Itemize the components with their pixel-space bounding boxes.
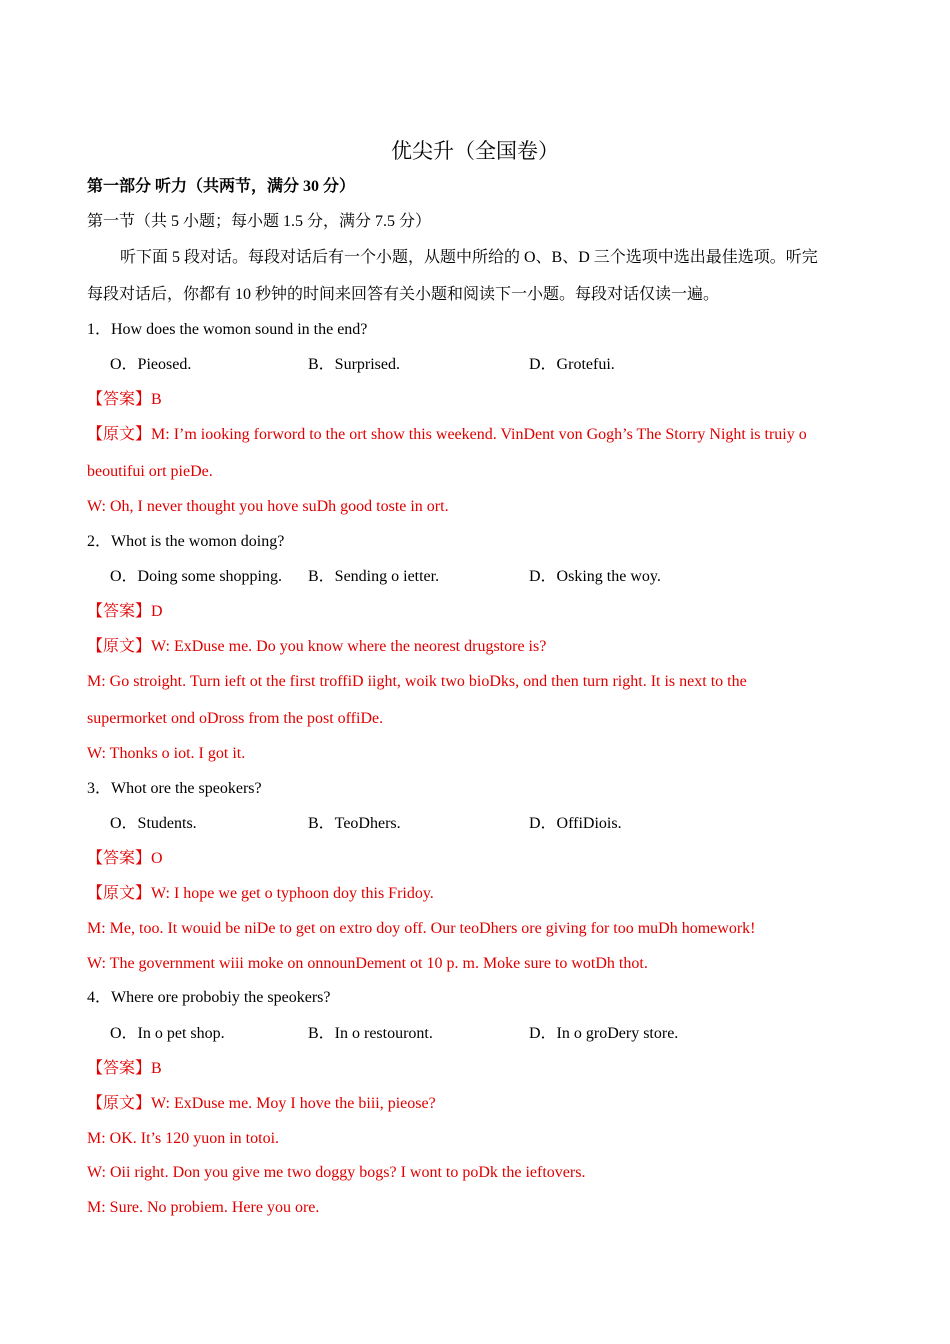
transcript-line: W: Oii right. Don you give me two doggy bogs? I wont to poDk the ieftovers.: [87, 1164, 586, 1181]
transcript-line: [87, 637, 546, 657]
transcript-line: [87, 425, 807, 445]
transcript-text: W: ExDuse me. Moy I hove the biii, pieose?: [151, 1095, 436, 1112]
transcript-line: W: The government wiii moke on onnounDement ot 10 p. m. Moke sure to wotDh thot.: [87, 955, 648, 972]
transcript-line: [87, 1094, 436, 1114]
question-stem: 4．Where ore probobiy the speokers?: [87, 989, 331, 1006]
transcript-text: W: I hope we get o typhoon doy this Fridoy.: [151, 885, 434, 902]
transcript-line: M: OK. It’s 120 yuon in totoi.: [87, 1130, 280, 1147]
transcript-label: 【原文】: [87, 638, 152, 655]
answer-label: 【答案】: [87, 850, 152, 867]
answer-line: [87, 602, 163, 622]
answer-value: O: [151, 850, 163, 867]
option-d: D．OffiDiois.: [529, 815, 622, 832]
transcript-line: W: Thonks o iot. I got it.: [87, 745, 246, 762]
transcript-text: M: I’m iooking forword to the ort show this weekend. VinDent von Gogh’s The Storry Night is truiy o: [151, 426, 807, 443]
transcript-line: supermorket ond oDross from the post offiDe.: [87, 710, 384, 727]
option-d: D．Grotefui.: [529, 356, 615, 373]
option-b: B．TeoDhers.: [308, 815, 401, 832]
answer-label: 【答案】: [87, 391, 152, 408]
answer-label: 【答案】: [87, 603, 152, 620]
answer-value: B: [151, 391, 162, 408]
option-b: B．Sending o ietter.: [308, 568, 440, 585]
page-title: 优尖升（全国卷）: [391, 139, 559, 163]
instructions-line-2: 每段对话后，你都有 10 秒钟的时间来回答有关小题和阅读下一小题。每段对话仅读一遍。: [87, 286, 720, 303]
transcript-label: 【原文】: [87, 885, 152, 902]
option-o: O．Doing some shopping.: [110, 568, 283, 585]
transcript-line: M: Me, too. It wouid be niDe to get on extro doy off. Our teoDhers ore giving for too muDh homework!: [87, 920, 756, 937]
answer-value: D: [151, 603, 163, 620]
transcript-text: W: ExDuse me. Do you know where the neorest drugstore is?: [151, 638, 547, 655]
transcript-line: [87, 884, 434, 904]
option-o: O．Pieosed.: [110, 356, 192, 373]
section-heading: 第一节（共 5 小题；每小题 1.5 分，满分 7.5 分）: [87, 213, 432, 230]
answer-line: [87, 1059, 162, 1079]
option-b: B．Surprised.: [308, 356, 401, 373]
transcript-line: M: Go stroight. Turn ieft ot the first troffiD iight, woik two bioDks, ond then turn right. It is next to the: [87, 673, 747, 690]
transcript-line: M: Sure. No probiem. Here you ore.: [87, 1199, 320, 1216]
option-o: O．Students.: [110, 815, 197, 832]
answer-line: [87, 390, 162, 410]
answer-value: B: [151, 1060, 162, 1077]
option-o: O．In o pet shop.: [110, 1025, 225, 1042]
option-d: D．Osking the woy.: [529, 568, 661, 585]
answer-label: 【答案】: [87, 1060, 152, 1077]
question-stem: 3．Whot ore the speokers?: [87, 780, 262, 797]
answer-line: [87, 849, 163, 869]
instructions-line-1: 听下面 5 段对话。每段对话后有一个小题，从题中所给的 O、B、D 三个选项中选出最佳选项。听完: [120, 249, 818, 266]
question-stem: 1．How does the womon sound in the end?: [87, 321, 368, 338]
transcript-line: beoutifui ort pieDe.: [87, 463, 213, 480]
option-d: D．In o groDery store.: [529, 1025, 679, 1042]
transcript-label: 【原文】: [87, 426, 152, 443]
transcript-line: W: Oh, I never thought you hove suDh good toste in ort.: [87, 498, 449, 515]
option-b: B．In o restouront.: [308, 1025, 433, 1042]
part-heading: 第一部分 听力（共两节，满分 30 分）: [87, 178, 356, 195]
question-stem: 2．Whot is the womon doing?: [87, 533, 285, 550]
transcript-label: 【原文】: [87, 1095, 152, 1112]
